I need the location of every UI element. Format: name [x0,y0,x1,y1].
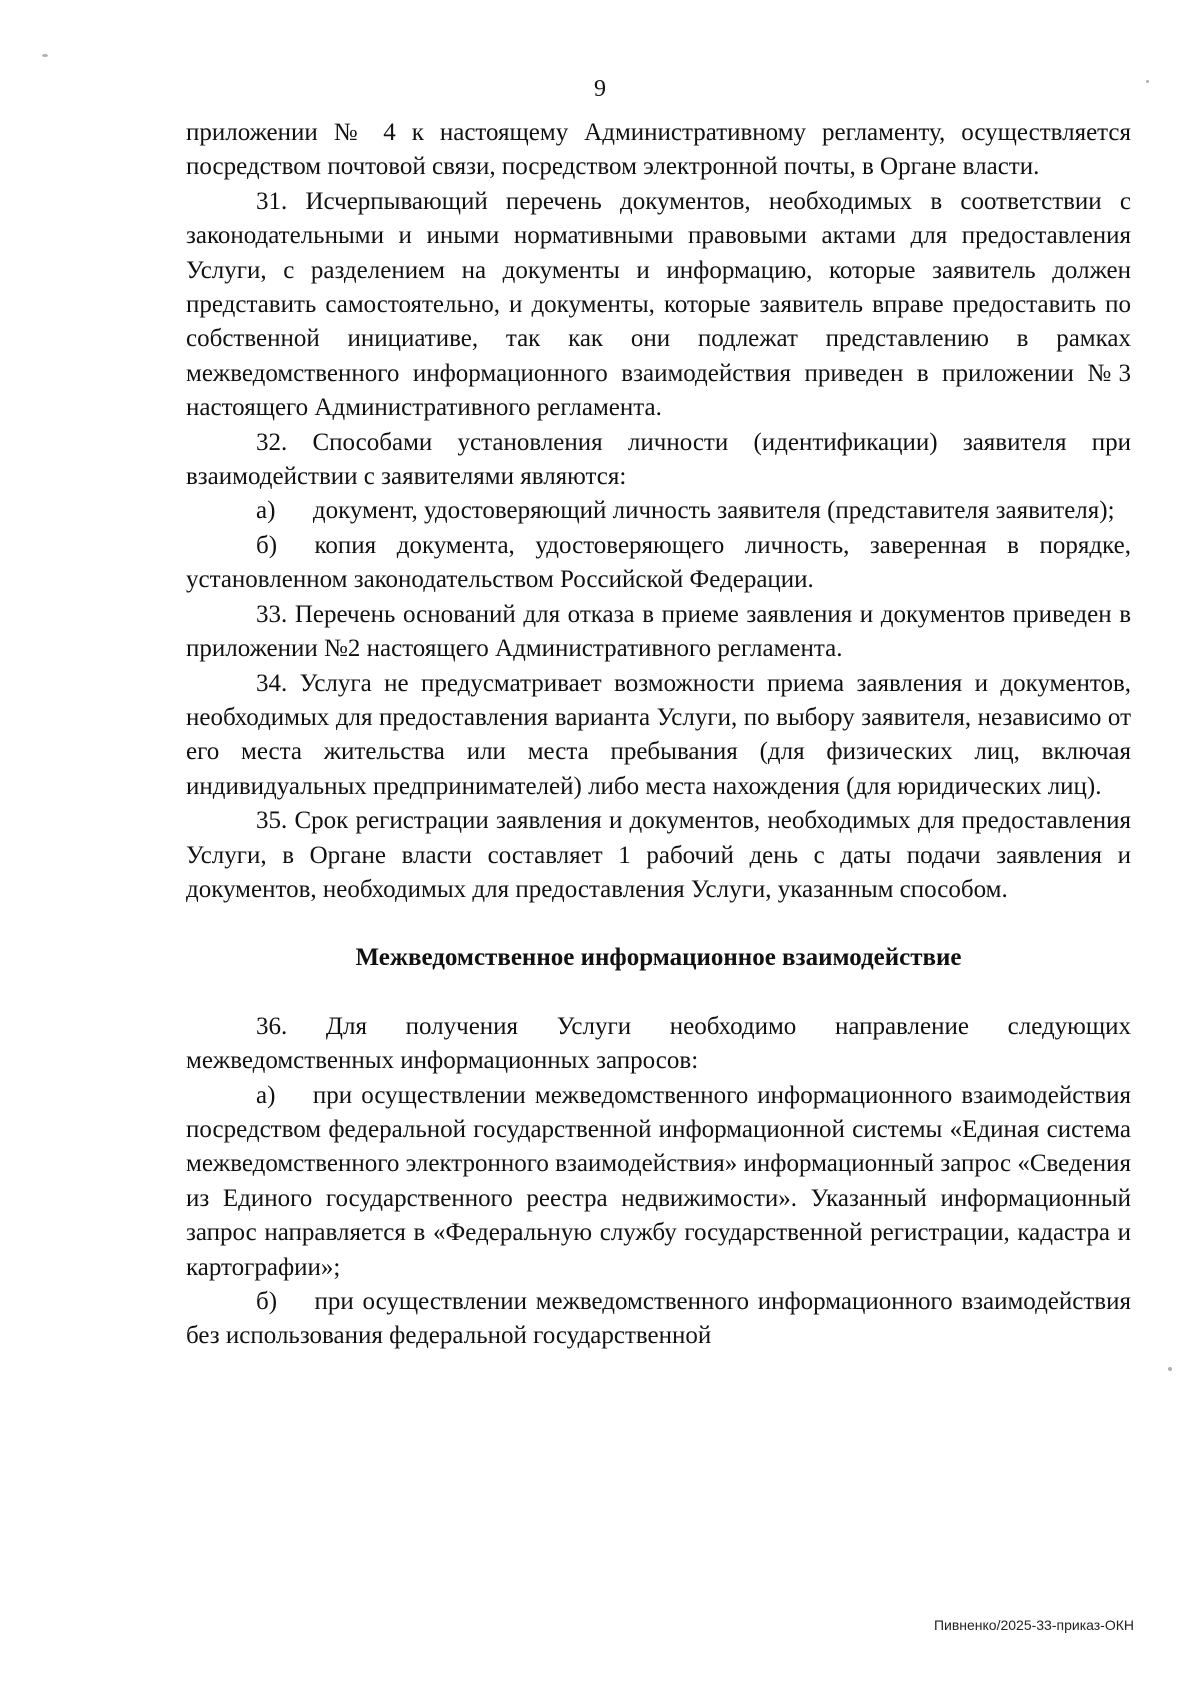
paragraph-36: 36. Для получения Услуги необходимо направление следующих межведомственных информационных запросов: [186,1012,1131,1075]
paragraph-32-b: б) копия документа, удостоверяющего личность, заверенная в порядке, установленном законодательством Российской Федерации. [186,531,1131,594]
paragraph-32: 32. Способами установления личности (идентификации) заявителя при взаимодействии с заявителями являются: [186,428,1131,491]
paragraph-33: 33. Перечень оснований для отказа в приеме заявления и документов приведен в приложении №2 настоящего Административного регламента. [186,600,1131,663]
section-heading: Межведомственное информационное взаимодействие [355,944,962,972]
paragraph-34: 34. Услуга не предусматривает возможности приема заявления и документов, необходимых для предоставления варианта Услуги, по выбору заявителя, независимо от его места жительства или места пребывания (для физических лиц, включая индивидуальных предпринимателей) либо места нахождения (для юридических лиц). [186,669,1131,800]
paragraph-32-a: а) документ, удостоверяющий личность заявителя (представителя заявителя); [256,497,1115,525]
scan-speck [42,54,48,57]
document-body [186,116,1131,1354]
paragraph-31: 31. Исчерпывающий перечень документов, необходимых в соответствии с законодательными и иными нормативными правовыми актами для предоставления Услуги, с разделением на документы и информацию, которые заявитель должен представить самостоятельно, и документы, которые заявитель вправе предоставить по собственной инициативе, так как они подлежат представлению в рамках межведомственного информационного взаимодействия приведен в приложении №3 настоящего Административного регламента. [186,187,1131,422]
document-code: Пивненко/2025-33-приказ-ОКН [933,1617,1134,1633]
paragraph-36-b: б) при осуществлении межведомственного информационного взаимодействия без использования федеральной государственной [186,1288,1131,1350]
paragraph-36-a: а) при осуществлении межведомственного информационного взаимодействия посредством федеральной государственной информационной системы «Единая система межведомственного электронного взаимодействия» информационный запрос «Сведения из Единого государственного реестра недвижимости». Указанный информационный запрос направляется в «Федеральную службу государственной регистрации, кадастра и картографии»; [186,1081,1131,1281]
paragraph-intro: приложении № 4 к настоящему Административному регламенту, осуществляется посредством почтовой связи, посредством электронной почты, в Органе власти. [186,119,1131,181]
scan-speck [1168,1367,1172,1371]
page-number: 9 [594,76,606,102]
paragraph-35: 35. Срок регистрации заявления и документов, необходимых для предоставления Услуги, в Органе власти составляет 1 рабочий день с даты подачи заявления и документов, необходимых для предоставления Услуги, указанным способом. [186,807,1131,903]
